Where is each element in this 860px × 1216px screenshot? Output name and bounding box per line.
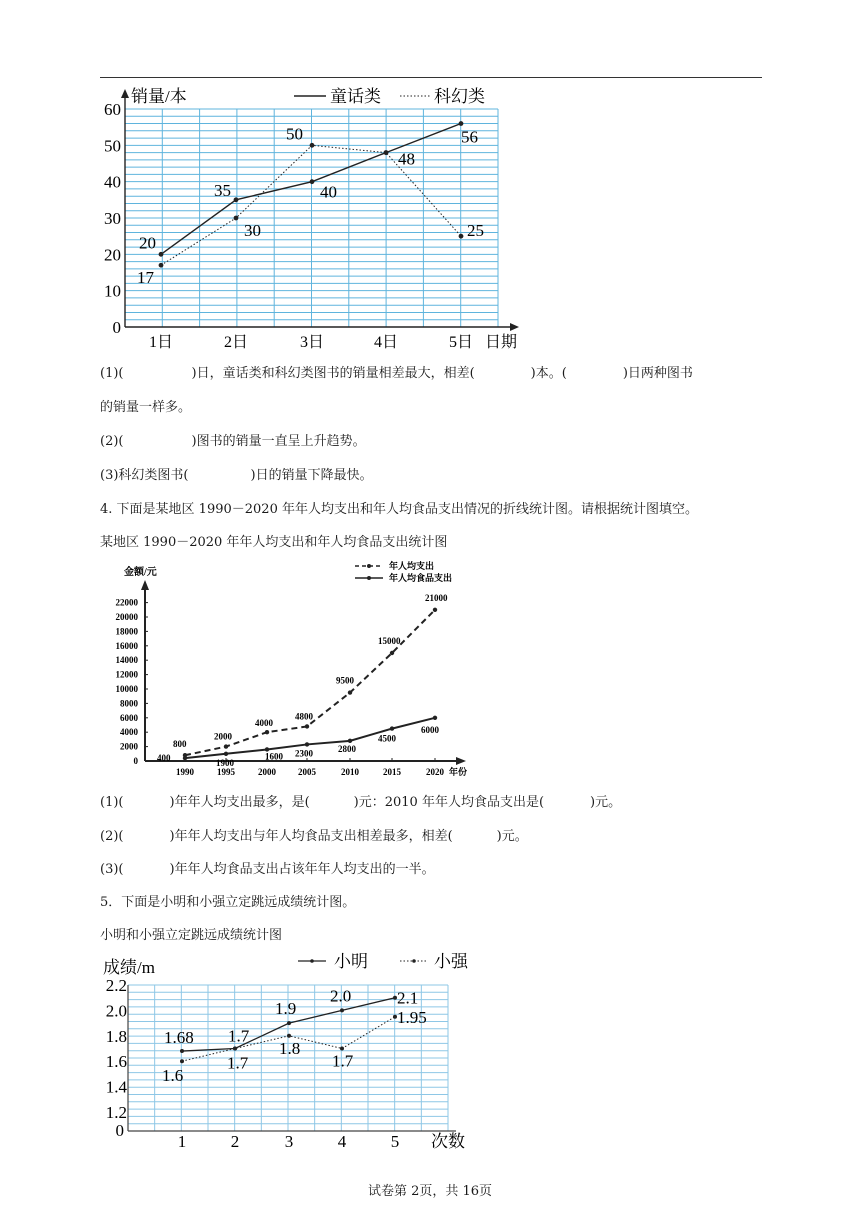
- data-label: 1.8: [279, 1038, 301, 1058]
- q4-1-prefix: (1)(: [100, 795, 124, 810]
- data-point: [287, 1034, 291, 1038]
- y-tick-label: 20: [104, 245, 121, 265]
- data-label: 1900: [216, 757, 234, 768]
- q3-1-mid: )日，童话类和科幻类图书的销量相差最大，相差(: [191, 366, 475, 381]
- y-tick-label: 20000: [115, 612, 138, 622]
- y-tick-label: 2000: [120, 741, 138, 752]
- q4-part2-line: [100, 825, 528, 844]
- q3-1-mid2: )本。(: [530, 366, 567, 381]
- data-point: [234, 197, 239, 202]
- q4-2-prefix: (2)(: [100, 829, 124, 844]
- data-point: [233, 1047, 237, 1051]
- q5-title: 5．下面是小明和小强立定跳远成绩统计图。: [100, 895, 356, 910]
- y-tick-label: 2.0: [105, 1001, 127, 1021]
- data-label: 1.7: [227, 1053, 249, 1073]
- data-point: [310, 143, 315, 148]
- data-label: 4500: [378, 733, 396, 744]
- data-label: 800: [173, 739, 187, 750]
- y-tick-label: 1.8: [105, 1026, 127, 1046]
- legend-label: 年人均食品支出: [389, 573, 453, 583]
- y-tick-label: 10: [104, 281, 121, 301]
- y-tick-label: 0: [112, 318, 121, 337]
- q4-2-end: )元。: [496, 829, 528, 844]
- data-label: 2.1: [397, 988, 419, 1008]
- q4-2-mid: )年年人均支出与年人均食品支出相差最多，相差(: [169, 829, 453, 844]
- legend-label: 小强: [434, 952, 468, 971]
- data-label: 21000: [425, 592, 448, 603]
- data-point: [390, 726, 394, 730]
- data-label: 35: [214, 180, 231, 200]
- y-tick-label: 40: [104, 172, 121, 192]
- q3-part1-line1: [100, 362, 693, 381]
- y-axis-label: 销量/本: [131, 87, 187, 106]
- data-label: 1.7: [228, 1026, 250, 1046]
- x-tick-label: 2: [230, 1132, 240, 1151]
- data-label: 1.6: [162, 1066, 184, 1086]
- y-tick-label: 2.2: [105, 976, 127, 995]
- data-label: 40: [320, 182, 337, 202]
- q4-1-mid2: )元：2010 年年人均食品支出是(: [353, 795, 545, 810]
- x-axis-arrow: [510, 323, 519, 331]
- x-tick-label: 1: [177, 1132, 187, 1151]
- y-tick-label: 8000: [120, 698, 138, 709]
- data-label: 50: [286, 124, 303, 144]
- data-label: 2800: [338, 743, 356, 754]
- y-axis-label: 金额/元: [124, 567, 157, 578]
- data-label: 17: [137, 268, 154, 288]
- x-axis-arrow: [456, 757, 466, 765]
- q3-2-prefix: (2)(: [100, 434, 124, 449]
- x-tick-label: 1995: [217, 767, 235, 777]
- data-point: [459, 121, 464, 126]
- legend-marker: [412, 959, 416, 963]
- data-point: [433, 608, 437, 612]
- long-jump-chart: [100, 946, 490, 1156]
- data-label: 25: [467, 221, 484, 241]
- q4-3-prefix: (3)(: [100, 862, 124, 877]
- data-point: [183, 756, 187, 760]
- q3-1-prefix: (1)(: [100, 366, 124, 381]
- q4-3-end: )年年人均食品支出占该年年人均支出的一半。: [169, 862, 435, 877]
- legend-marker: [367, 576, 371, 580]
- y-tick-label: 50: [104, 136, 121, 156]
- expenditure-chart: [100, 556, 490, 780]
- legend-marker: [310, 959, 314, 963]
- x-tick-label: 2005: [298, 767, 316, 777]
- legend-label: 年人均支出: [389, 561, 435, 571]
- x-tick-label: 4: [337, 1132, 347, 1151]
- data-label: 4800: [295, 711, 313, 722]
- data-point: [180, 1059, 184, 1063]
- data-point: [224, 744, 228, 748]
- data-point: [287, 1021, 291, 1025]
- y-tick-label: 12000: [115, 669, 138, 680]
- y-axis-arrow: [121, 89, 129, 98]
- data-point: [310, 179, 315, 184]
- q4-1-end: )元。: [590, 795, 622, 810]
- data-label: 1600: [265, 751, 283, 762]
- y-tick-label: 10000: [115, 684, 138, 694]
- x-tick-label: 3: [284, 1132, 294, 1151]
- data-label: 56: [461, 127, 478, 147]
- data-label: 1.9: [275, 999, 297, 1019]
- x-tick-label: 1990: [176, 767, 194, 777]
- data-point: [224, 752, 228, 756]
- data-point: [305, 724, 309, 728]
- data-label: 400: [157, 753, 171, 764]
- y-tick-label: 6000: [120, 712, 138, 723]
- q3-3-end: )日的销量下降最快。: [250, 468, 373, 483]
- x-tick-label: 2000: [258, 767, 276, 777]
- q3-3-prefix: (3)科幻类图书(: [100, 468, 189, 483]
- data-point: [159, 252, 164, 257]
- data-point: [180, 1049, 184, 1053]
- x-axis-label: 次数: [431, 1132, 465, 1151]
- data-point: [348, 739, 352, 743]
- page-footer: 试卷第 2页，共 16页: [367, 1184, 493, 1199]
- data-point: [459, 234, 464, 239]
- data-point: [340, 1047, 344, 1051]
- data-point: [348, 690, 352, 694]
- x-tick-label: 2日: [223, 334, 249, 351]
- legend-label: 科幻类: [434, 87, 485, 106]
- header-rule: [100, 77, 762, 78]
- x-tick-label: 4日: [373, 334, 399, 351]
- legend-marker: [367, 564, 371, 568]
- x-tick-label: 5日: [448, 334, 474, 351]
- y-tick-label: 18000: [115, 626, 138, 637]
- legend-label: 小明: [334, 952, 368, 971]
- data-label: 6000: [421, 724, 439, 735]
- data-point: [234, 216, 239, 221]
- y-tick-label: 0: [133, 756, 138, 766]
- x-tick-label: 1日: [148, 334, 174, 351]
- data-label: 15000: [378, 636, 401, 646]
- q4-title: 4. 下面是某地区 1990－2020 年年人均支出和年人均食品支出情况的折线统计图。请根据统计图填空。: [100, 502, 698, 517]
- q5-chart-title: 小明和小强立定跳远成绩统计图: [100, 928, 283, 943]
- q4-1-mid: )年年人均支出最多，是(: [169, 795, 310, 810]
- data-label: 9500: [336, 675, 354, 686]
- book-sales-chart: [100, 84, 540, 354]
- data-label: 2.0: [330, 986, 352, 1006]
- y-axis-label: 成绩/m: [103, 958, 155, 977]
- data-label: 4000: [255, 718, 273, 729]
- x-tick-label: 2020: [426, 767, 444, 777]
- q3-part1-line2: 的销量一样多。: [100, 400, 192, 415]
- y-tick-label: 60: [104, 100, 121, 119]
- x-tick-label: 2010: [341, 767, 359, 777]
- x-tick-label: 2015: [383, 767, 401, 777]
- data-label: 1.7: [332, 1051, 354, 1071]
- data-point: [159, 263, 164, 268]
- data-point: [384, 150, 389, 155]
- x-axis-label: 年份: [449, 767, 468, 777]
- q3-2-end: )图书的销量一直呈上升趋势。: [191, 434, 366, 449]
- origin-label: 0: [115, 1121, 124, 1140]
- y-tick-label: 1.4: [105, 1077, 127, 1097]
- x-tick-label: 5: [390, 1132, 400, 1151]
- y-tick-label: 1.2: [105, 1103, 127, 1122]
- y-tick-label: 14000: [115, 655, 138, 666]
- data-point: [265, 730, 269, 734]
- q4-chart-title: 某地区 1990－2020 年年人均支出和年人均食品支出统计图: [100, 535, 448, 550]
- y-tick-label: 1.6: [105, 1052, 127, 1072]
- data-label: 20: [139, 233, 156, 253]
- data-point: [305, 742, 309, 746]
- y-axis-arrow: [141, 580, 149, 590]
- q3-1-end: )日两种图书: [622, 366, 693, 381]
- y-tick-label: 30: [104, 209, 121, 228]
- y-tick-label: 22000: [115, 597, 138, 608]
- data-label: 48: [398, 149, 415, 169]
- data-point: [340, 1008, 344, 1012]
- x-axis-label: 日期: [485, 334, 518, 351]
- data-point: [390, 651, 394, 655]
- y-tick-label: 4000: [120, 727, 138, 738]
- data-label: 1.95: [397, 1007, 427, 1027]
- data-label: 2300: [295, 748, 313, 759]
- q4-part3-line: [100, 858, 435, 877]
- q4-part1-line: [100, 791, 621, 810]
- data-point: [433, 716, 437, 720]
- q3-part3-line: [100, 464, 373, 483]
- legend-label: 童话类: [330, 87, 381, 106]
- y-tick-label: 16000: [115, 640, 138, 651]
- data-label: 30: [244, 221, 261, 240]
- q3-part2-line: [100, 430, 366, 449]
- data-label: 1.68: [164, 1028, 194, 1048]
- data-label: 2000: [214, 731, 232, 742]
- x-tick-label: 3日: [299, 334, 325, 351]
